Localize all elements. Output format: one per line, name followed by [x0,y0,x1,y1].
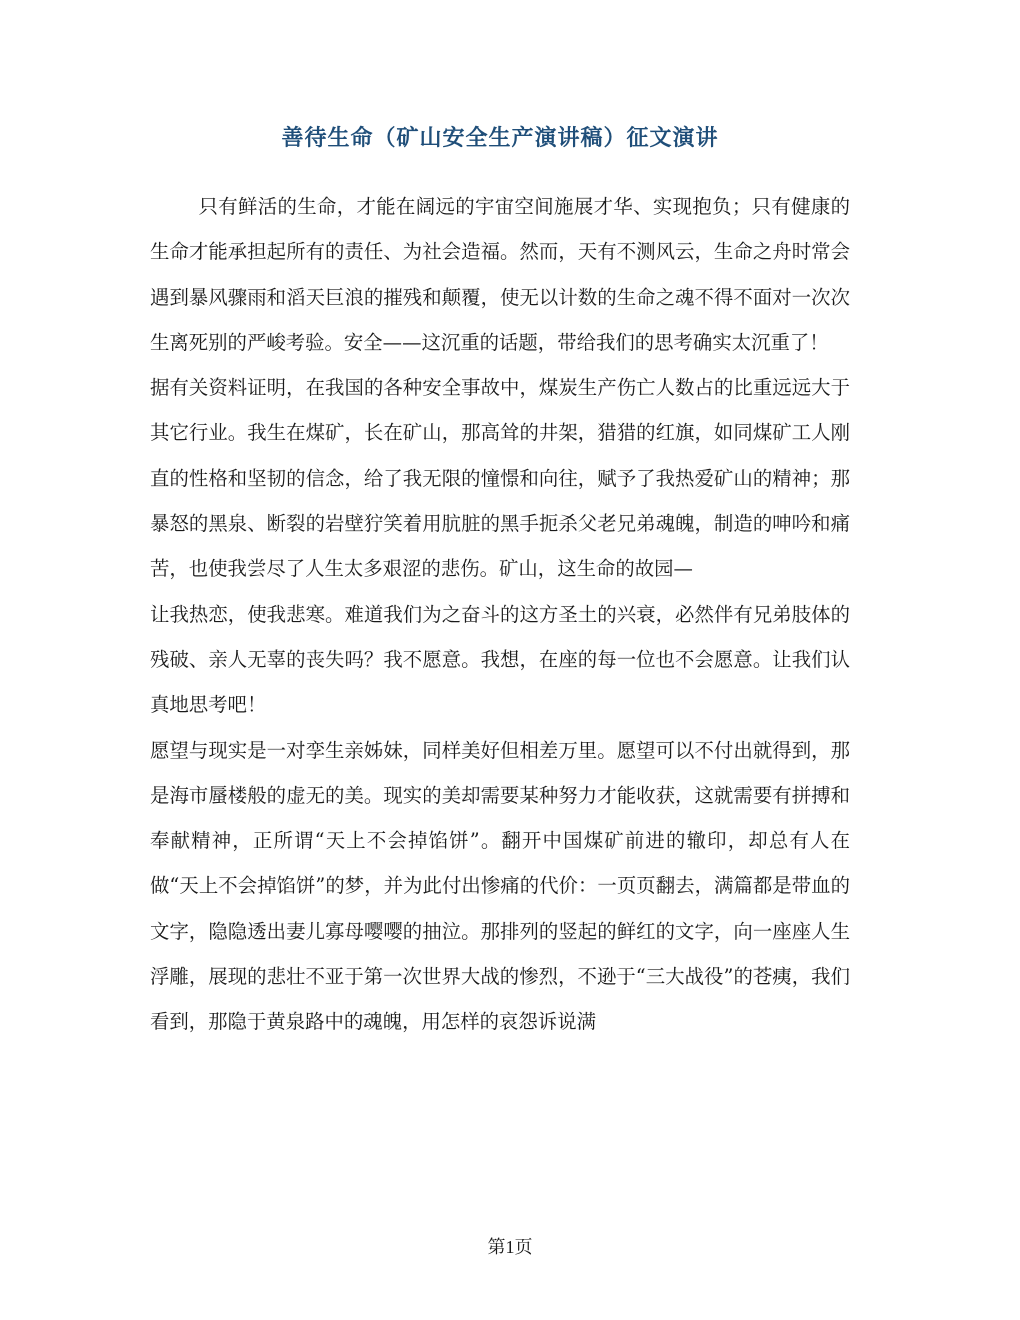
page-number: 第1页 [487,1237,533,1257]
document-body [150,184,850,1045]
document-title: 善待生命（矿山安全生产演讲稿）征文演讲 [281,125,719,151]
paragraph-2: 据有关资料证明，在我国的各种安全事故中，煤炭生产伤亡人数占的比重远远大于其它行业。我生在煤矿，长在矿山，那高耸的井架，猎猎的红旗，如同煤矿工人刚直的性格和坚韧的信念，给了我无限的憧憬和向往，赋予了我热爱矿山的精神；那暴怒的黑泉、断裂的岩壁狞笑着用肮脏的黑手扼杀父老兄弟魂魄，制造的呻吟和痛苦，也使我尝尽了人生太多艰涩的悲伤。矿山，这生命的故园— [150,376,850,581]
paragraph-4: 愿望与现实是一对孪生亲姊妹，同样美好但相差万里。愿望可以不付出就得到，那是海市蜃楼般的虚无的美。现实的美却需要某种努力才能收获，这就需要有拼搏和奉献精神，正所谓“天上不会掉馅饼”。翻开中国煤矿前进的辙印，却总有人在做“天上不会掉馅饼”的梦，并为此付出惨痛的代价：一页页翻去，满篇都是带血的文字，隐隐透出妻儿寡母嘤嘤的抽泣。那排列的竖起的鲜红的文字，向一座座人生浮雕，展现的悲壮不亚于第一次世界大战的惨烈，不逊于“三大战役”的苍痍，我们看到，那隐于黄泉路中的魂魄，用怎样的哀怨诉说满 [150,738,850,1034]
paragraph-3: 让我热恋，使我悲寒。难道我们为之奋斗的这方圣土的兴衰，必然伴有兄弟肢体的残破、亲人无辜的丧失吗？我不愿意。我想，在座的每一位也不会愿意。让我们认真地思考吧！ [150,602,850,717]
paragraph-1: 只有鲜活的生命，才能在阔远的宇宙空间施展才华、实现抱负；只有健康的生命才能承担起所有的责任、为社会造福。然而，天有不测风云，生命之舟时常会遇到暴风骤雨和滔天巨浪的摧残和颠覆，使无以计数的生命之魂不得不面对一次次生离死别的严峻考验。安全——这沉重的话题，带给我们的思考确实太沉重了！ [150,195,850,354]
